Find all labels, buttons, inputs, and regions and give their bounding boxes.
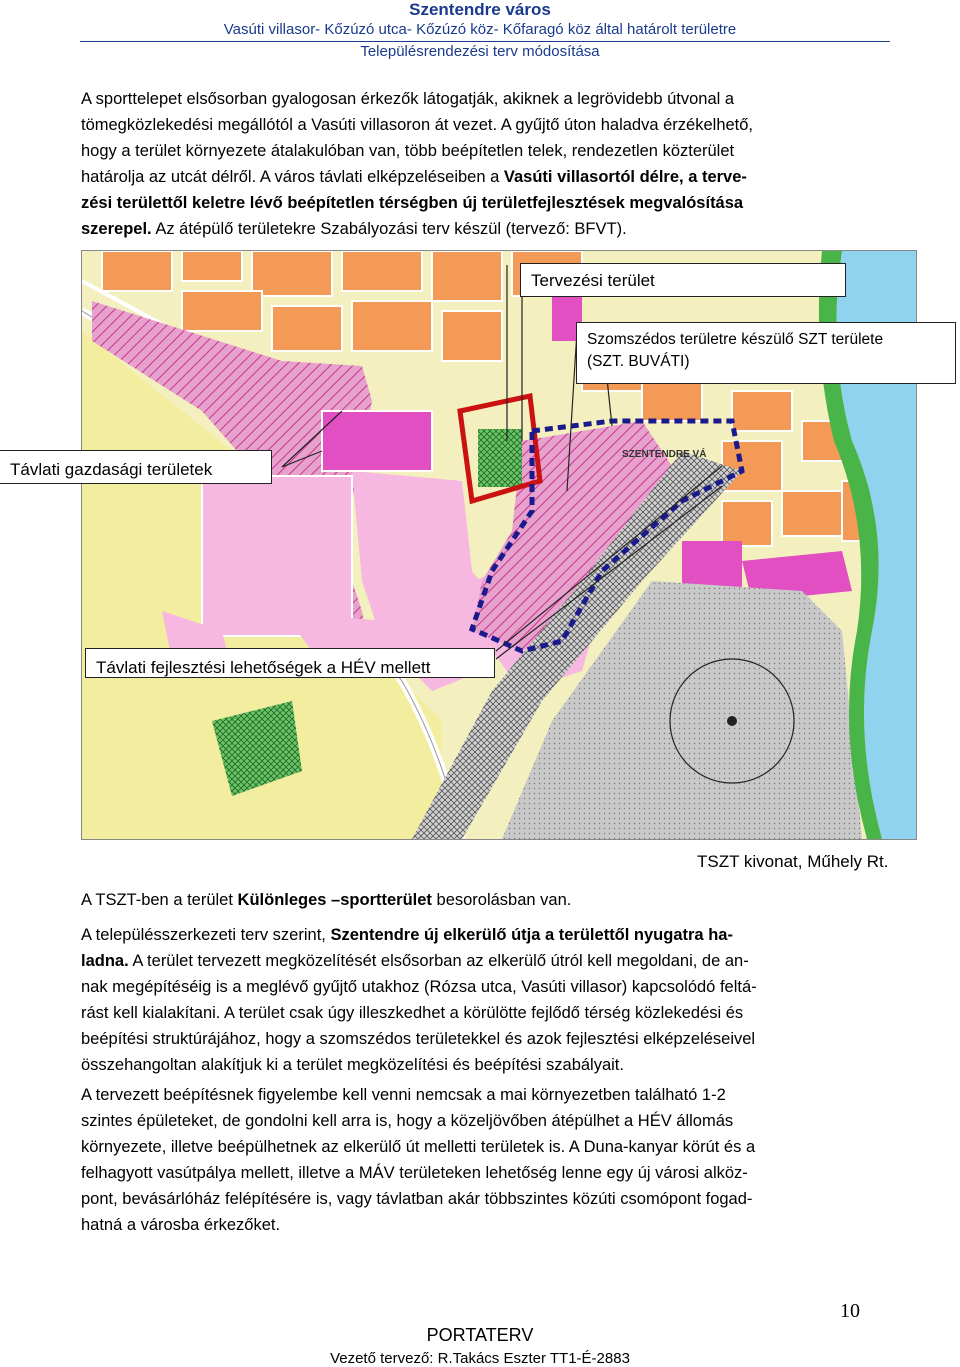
header-rule [80,41,890,42]
footer-firm: PORTATERV [426,1325,534,1345]
callout-hev-development: Távlati fejlesztési lehetőségek a HÉV mellett [85,648,495,678]
intro-line: szerepel. Az átépülő területekre Szabályozási terv készül (tervező: BFVT). [81,220,627,238]
header-title: Szentendre város [409,0,551,19]
header-doc-type: Településrendezési terv módosítása [360,43,600,60]
intro-line: határolja az utcát délről. A város távlati elképzeléseiben a Vasúti villasortól délre, a terve- [81,168,747,186]
map-source-caption: TSZT kivonat, Műhely Rt. [697,852,889,871]
body-paragraph-1: A településszerkezeti terv szerint, Szentendre új elkerülő útja a területtől nyugatra ha- ladna. A terület tervezett megközelítését elsősorban az elkerülő útról kell megoldani, de an- nak megépítéséig is a meglévő gyűjtő utakhoz (Rózsa utca, Vasúti villasor) kapcsolódó feltá- rást kell kialakítani. A terület csak úgy illeszkedhet a körülötte fejlődő térség közlekedési és beépítési struktúrájához, hogy a szomszédos területekkel és azok fejlesztési elképzeléseivel összehangoltan alakítjuk ki a terület megközelítési és beépítési szabályait. [81,926,757,1074]
footer-designer: Vezető tervező: R.Takács Eszter TT1-É-2883 [330,1350,630,1367]
header-subtitle: Vasúti villasor- Kőzúzó utca- Kőzúzó köz- Kőfaragó köz által határolt területre [223,21,737,38]
intro-line: A sporttelepet elsősorban gyalogosan érkezők látogatják, akiknek a legrövidebb útvonal a [81,90,735,108]
callout-economic-areas: Távlati gazdasági területek [0,450,272,484]
station-label: SZENTENDRE VÁ [622,449,707,460]
callout-neighbor-szt: Szomszédos területre készülő SZT területe (SZT. BUVÁTI) [576,322,956,384]
intro-paragraph [81,86,889,242]
tszt-line: A TSZT-ben a terület Különleges –sportterület besorolásban van. [81,891,572,909]
page-number: 10 [840,1300,860,1322]
intro-line: hogy a terület környezete átalakulóban van, több beépítetlen telek, rendezetlen közterület [81,142,735,160]
intro-line: tömegközlekedési megállótól a Vasúti villasoron át vezet. A gyűjtő úton haladva érzékelhető, [81,116,754,134]
intro-line: zési területtől keletre lévő beépítetlen térségben új területfejlesztések megvalósítása [81,194,744,212]
body-paragraph-2: A tervezett beépítésnek figyelembe kell venni nemcsak a mai környezetben található 1-2 szintes épületeket, de gondolni kell arra is, hogy a közeljövőben átépülhet a HÉV állomás környezete, illetve beépülhetnek az elkerülő út melletti területek is. A Duna-kanyar körút és a felhagyott vasútpálya mellett, illetve a MÁV területeken lehetőség lenne egy új városi alköz- pont, bevásárlóház felépítésére is, vagy távlatban akár többszintes közúti csomópont fogad- hatná a városba érkezőket. [81,1086,756,1234]
callout-planning-area: Tervezési terület [520,263,846,297]
